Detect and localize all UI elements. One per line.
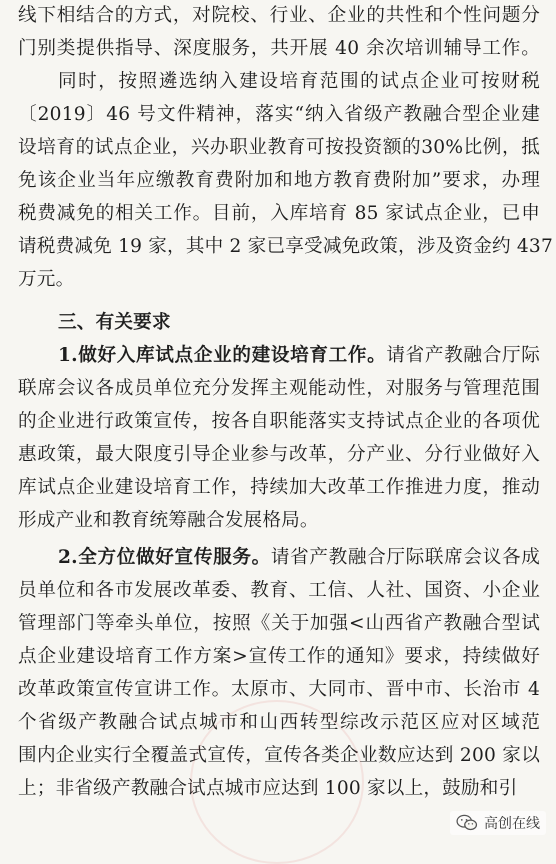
body-line: 线下相结合的方式，对院校、行业、企业的共性和个性问题分 — [18, 5, 540, 26]
body-line: 同时，按照遴选纳入建设培育范围的试点企业可按财税 — [58, 71, 540, 92]
body-line: 税费减免的相关工作。目前，入库培育 85 家试点企业，已申 — [18, 203, 540, 224]
body-line: 上；非省级产教融合试点城市应达到 100 家以上，鼓励和引 — [18, 778, 518, 799]
body-line: 管理部门等牵头单位，按照《关于加强<山西省产教融合型试 — [18, 613, 540, 634]
body-line: 员单位和各市发展改革委、教育、工信、人社、国资、小企业 — [18, 580, 540, 601]
body-line: 〔2019〕46 号文件精神，落实“纳入省级产教融合型企业建 — [18, 104, 540, 125]
body-line: 形成产业和教育统筹融合发展格局。 — [18, 510, 319, 531]
item1-first-line — [58, 344, 540, 370]
body-line: 点企业建设培育工作方案>宣传工作的通知》要求，持续做好 — [18, 646, 540, 667]
body-line: 免该企业当年应缴教育费附加和地方教育费附加”要求，办理 — [18, 170, 540, 191]
body-line: 门别类提供指导、深度服务，共开展 40 余次培训辅导工作。 — [18, 38, 540, 59]
body-line: 围内企业实行全覆盖式宣传，宣传各类企业数应达到 200 家以 — [18, 745, 540, 766]
body-line: 的企业进行政策宣传，按各自职能落实支持试点企业的各项优 — [18, 411, 540, 432]
body-line: 个省级产教融合试点城市和山西转型综改示范区应对区域范 — [18, 712, 540, 733]
wechat-icon — [456, 814, 478, 832]
body-line: 惠政策，最大限度引导企业参与改革，分产业、分行业做好入 — [18, 444, 540, 465]
body-line: 库试点企业建设培育工作，持续加大改革工作推进力度，推动 — [18, 477, 540, 498]
item1-lead: 1.做好入库试点企业的建设培育工作。 — [58, 345, 387, 366]
item1-first-rest: 请省产教融合厅际 — [386, 345, 541, 366]
item2-first-rest: 请省产教融合厅际联席会议各成 — [270, 547, 540, 568]
section-heading: 三、有关要求 — [58, 312, 171, 333]
body-line: 请税费减免 19 家，其中 2 家已享受减免政策，涉及资金约 437 — [18, 236, 553, 257]
item2-first-line — [58, 546, 540, 572]
watermark-label: 高创在线 — [484, 816, 540, 832]
body-line: 联席会议各成员单位充分发挥主观能动性，对服务与管理范围 — [18, 378, 540, 399]
body-line: 万元。 — [18, 269, 75, 290]
watermark — [450, 811, 546, 835]
body-line: 设培育的试点企业，兴办职业教育可按投资额的30%比例，抵 — [18, 137, 540, 158]
body-line: 改革政策宣传宣讲工作。太原市、大同市、晋中市、长治市 4 — [18, 679, 540, 700]
item2-lead: 2.全方位做好宣传服务。 — [58, 547, 271, 568]
